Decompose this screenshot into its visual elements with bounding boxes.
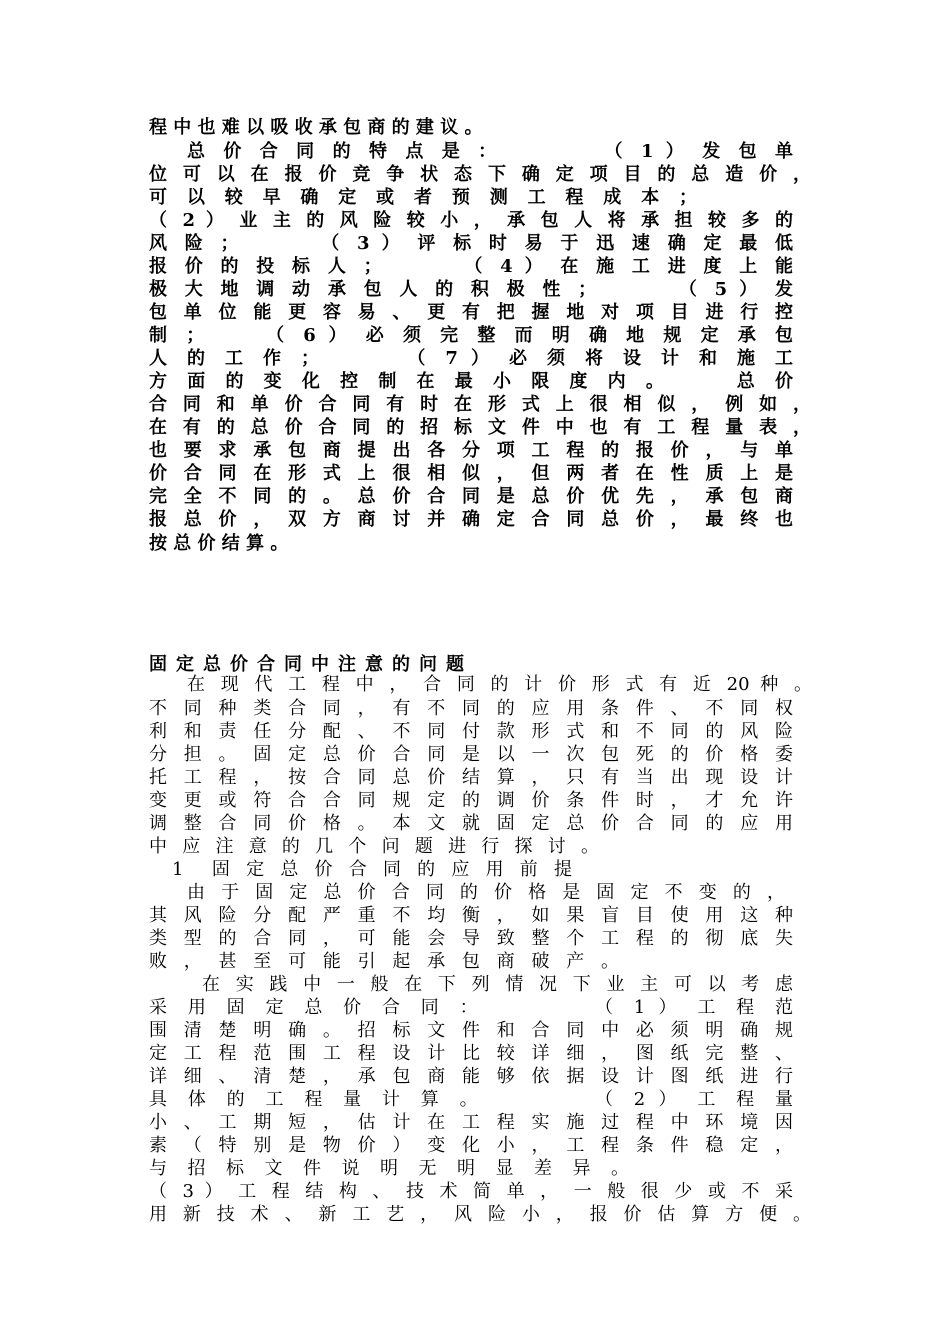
paragraph-line: 其 风 险 分 配 严 重 不 均 衡 ， 如 果 盲 目 使 用 这 种: [149, 905, 793, 926]
paragraph-line: 也 要 求 承 包 商 提 出 各 分 项 工 程 的 报 价 ， 与 单: [149, 440, 793, 461]
paragraph-line: 围 清 楚 明 确 。 招 标 文 件 和 合 同 中 必 须 明 确 规: [149, 1020, 793, 1041]
paragraph-line: 不 同 种 类 合 同 ， 有 不 同 的 应 用 条 件 、 不 同 权: [149, 698, 793, 719]
paragraph-line: 在 现 代 工 程 中 ， 合 同 的 计 价 形 式 有 近 20 种 。: [187, 674, 812, 695]
paragraph-line: 调 整 合 同 价 格 。 本 文 就 固 定 总 价 合 同 的 应 用: [149, 813, 793, 834]
paragraph-line: 人 的 工 作 ； （ 7 ） 必 须 将 设 计 和 施 工: [149, 348, 793, 369]
paragraph-line: 合 同 和 单 价 合 同 有 时 在 形 式 上 很 相 似 ， 例 如 ，: [149, 394, 811, 415]
paragraph-line: 与 招 标 文 件 说 明 无 明 显 差 异 。: [149, 1158, 629, 1179]
paragraph-line: 败 ， 甚 至 可 能 引 起 承 包 商 破 产 。: [149, 951, 619, 972]
paragraph-line: 素 （ 特 别 是 物 价 ） 变 化 小 ， 工 程 条 件 稳 定 ，: [149, 1135, 793, 1156]
paragraph-line: 报 价 的 投 标 人 ； （ 4 ） 在 施 工 进 度 上 能: [149, 256, 793, 277]
paragraph-line: 在 有 的 总 价 合 同 的 招 标 文 件 中 也 有 工 程 量 表 ，: [149, 417, 811, 438]
paragraph-line: 采 用 固 定 总 价 合 同 ： （ 1 ） 工 程 范: [149, 997, 793, 1018]
paragraph-line: 用 新 技 术 、 新 工 艺 ， 风 险 小 ， 报 价 估 算 方 便 。: [149, 1204, 811, 1225]
paragraph-line: 极 大 地 调 动 承 包 人 的 积 极 性 ； （ 5 ） 发: [149, 279, 793, 300]
paragraph-line: 托 工 程 ， 按 合 同 总 价 结 算 ， 只 有 当 出 现 设 计: [149, 767, 793, 788]
paragraph-line: 制 ； （ 6 ） 必 须 完 整 而 明 确 地 规 定 承 包: [149, 325, 793, 346]
paragraph-line: 完 全 不 同 的 。 总 价 合 同 是 总 价 优 先 ， 承 包 商: [149, 486, 793, 507]
paragraph-line: 程 中 也 难 以 吸 收 承 包 商 的 建 议 。: [149, 117, 483, 138]
paragraph-line: 变 更 或 符 合 合 同 规 定 的 调 价 条 件 时 ， 才 允 许: [149, 790, 793, 811]
paragraph-line: 分 担 。 固 定 总 价 合 同 是 以 一 次 包 死 的 价 格 委: [149, 744, 793, 765]
paragraph-line: 由 于 固 定 总 价 合 同 的 价 格 是 固 定 不 变 的 ，: [187, 882, 785, 903]
paragraph-line: 中 应 注 意 的 几 个 问 题 进 行 探 讨 。: [149, 836, 599, 857]
paragraph-line: 小 、 工 期 短 ， 估 计 在 工 程 实 施 过 程 中 环 境 因: [149, 1112, 793, 1133]
paragraph-line: 在 实 践 中 一 般 在 下 列 情 况 下 业 主 可 以 考 虑: [202, 974, 793, 995]
paragraph-line: 包 单 位 能 更 容 易 、 更 有 把 握 地 对 项 目 进 行 控: [149, 302, 793, 323]
paragraph-line: 具 体 的 工 程 量 计 算 。 （ 2 ） 工 程 量: [149, 1089, 793, 1110]
paragraph-line: 风 险 ； （ 3 ） 评 标 时 易 于 迅 速 确 定 最 低: [149, 233, 793, 254]
paragraph-line: 方 面 的 变 化 控 制 在 最 小 限 度 内 。 总 价: [149, 371, 793, 392]
paragraph-line: 总 价 合 同 的 特 点 是 ： （ 1 ） 发 包 单: [187, 141, 793, 162]
paragraph-line: 利 和 责 任 分 配 、 不 同 付 款 形 式 和 不 同 的 风 险: [149, 721, 793, 742]
paragraph-line: 价 合 同 在 形 式 上 很 相 似 ， 但 两 者 在 性 质 上 是: [149, 463, 793, 484]
paragraph-line: 位 可 以 在 报 价 竞 争 状 态 下 确 定 项 目 的 总 造 价 ，: [149, 164, 811, 185]
paragraph-line: （ 2 ） 业 主 的 风 险 较 小 ， 承 包 人 将 承 担 较 多 的: [149, 210, 793, 231]
paragraph-line: （ 3 ） 工 程 结 构 、 技 术 简 单 ， 一 般 很 少 或 不 采: [149, 1181, 793, 1202]
paragraph-line: 可 以 较 早 确 定 或 者 预 测 工 程 成 本 ；: [149, 187, 697, 208]
paragraph-line: 详 细 、 清 楚 ， 承 包 商 能 够 依 据 设 计 图 纸 进 行: [149, 1066, 793, 1087]
subheading-line: 1 固 定 总 价 合 同 的 应 用 前 提: [172, 859, 572, 880]
paragraph-line: 按 总 价 结 算 。: [149, 533, 289, 554]
paragraph-line: 报 总 价 ， 双 方 商 讨 并 确 定 合 同 总 价 ， 最 终 也: [149, 509, 793, 530]
paragraph-line: 定 工 程 范 围 工 程 设 计 比 较 详 细 ， 图 纸 完 整 、: [149, 1043, 793, 1064]
section-heading: 固定总价合同中注意的问题: [149, 654, 473, 675]
paragraph-line: 类 型 的 合 同 ， 可 能 会 导 致 整 个 工 程 的 彻 底 失: [149, 928, 793, 949]
